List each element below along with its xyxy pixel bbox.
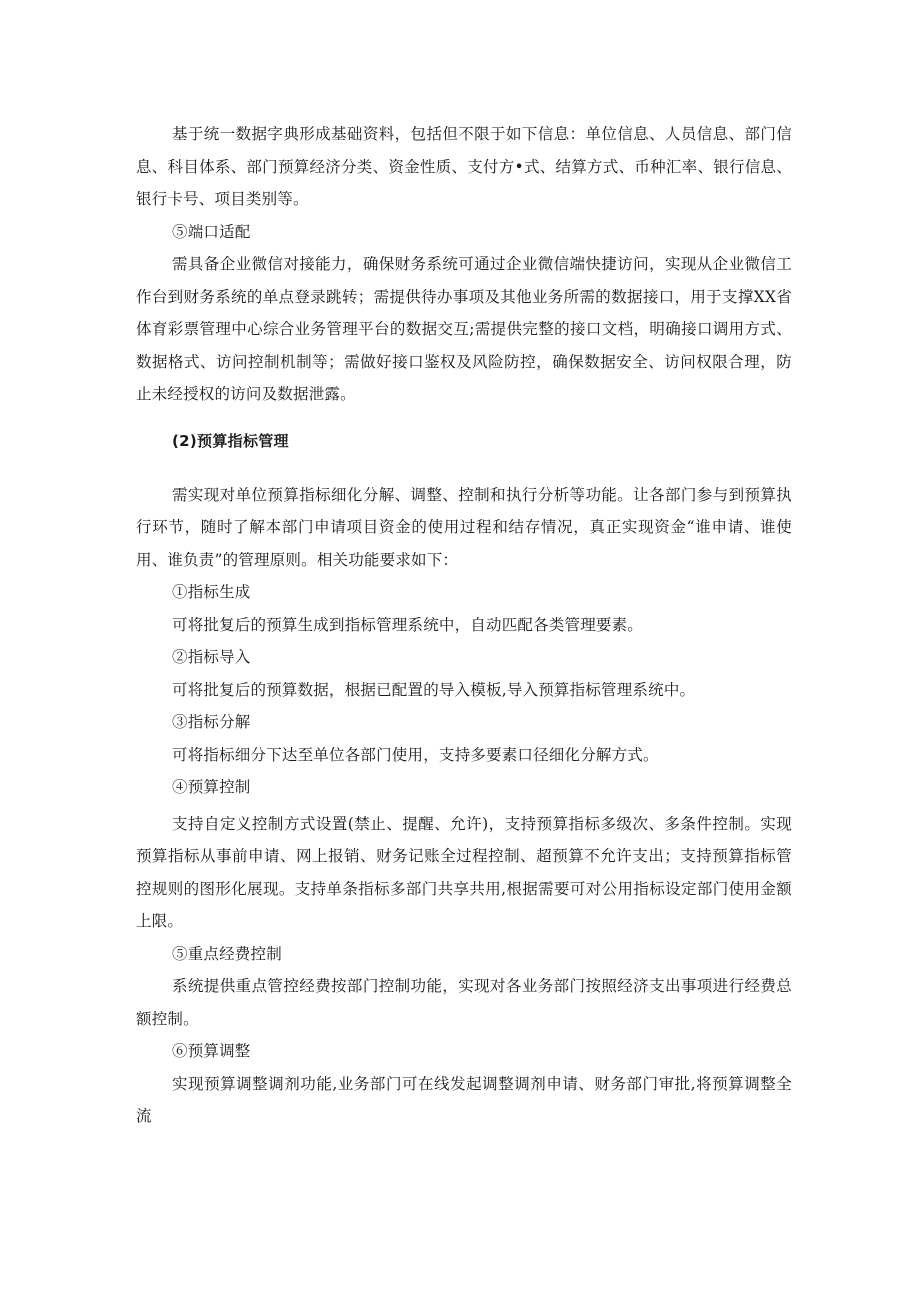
item-budget-control: ④预算控制 [172, 778, 251, 796]
item-key-expense-control: ⑤重点经费控制 [172, 944, 282, 963]
paragraph-basic-data: 基于统一数据字典形成基础资料，包括但不限于如下信息：单位信息、人员信息、部门信息、科目体系、部门预算经济分类、资金性质、支付方•式、结算方式、币种汇率、银行信息、银行卡号、项目类别等。 [136, 125, 792, 208]
spacer [136, 411, 792, 425]
item-port-adaptation: ⑤端口适配 [172, 222, 251, 241]
paragraph-index-import: 可将批复后的预算数据，根据已配置的导入模板,导入预算指标管理系统中。 [172, 680, 696, 699]
item-budget-adjustment: ⑥预算调整 [172, 1042, 251, 1060]
section-heading-budget-index: (2)预算指标管理 [172, 431, 289, 450]
paragraph-port-adaptation: 需具备企业微信对接能力，确保财务系统可通过企业微信端快捷访问，实现从企业微信工作台到财务系统的单点登录跳转；需提供待办事项及其他业务所需的数据接口，用于支撑XX省体育彩票管理中心综合业务管理平台的数据交互;需提供完整的接口文档，明确接口调用方式、数据格式、访问控制机制等；需做好接口鉴权及风险防控，确保数据安全、访问权限合理，防止未经授权的访问及数据泄露。 [136, 255, 792, 403]
spacer [136, 457, 792, 479]
paragraph-budget-adjustment: 实现预算调整调剂功能,业务部门可在线发起调整调剂申请、财务部门审批,将预算调整全流 [136, 1074, 792, 1125]
item-index-import: ②指标导入 [172, 648, 251, 666]
item-index-decomposition: ③指标分解 [172, 713, 251, 731]
item-index-generation: ①指标生成 [172, 583, 251, 601]
paragraph-index-generation: 可将批复后的预算生成到指标管理系统中，自动匹配各类管理要素。 [172, 615, 644, 634]
paragraph-budget-intro: 需实现对单位预算指标细化分解、调整、控制和执行分析等功能。让各部门参与到预算执行环节，随时了解本部门申请项目资金的使用过程和结存情况，真正实现资金“谁申请、谁使用、谁负责”的管理原则。相关功能要求如下： [136, 485, 792, 569]
paragraph-budget-control: 支持自定义控制方式设置(禁止、提醒、允许)，支持预算指标多级次、多条件控制。实现预算指标从事前申请、网上报销、财务记账全过程控制、超预算不允许支出；支持预算指标管控规则的图形化展现。支持单条指标多部门共享共用,根据需要可对公用指标设定部门使用金额上限。 [136, 814, 792, 930]
paragraph-index-decomposition: 可将指标细分下达至单位各部门使用，支持多要素口径细化分解方式。 [172, 745, 659, 764]
paragraph-key-expense-control: 系统提供重点管控经费按部门控制功能，实现对各业务部门按照经济支出事项进行经费总额控制。 [136, 977, 792, 1028]
